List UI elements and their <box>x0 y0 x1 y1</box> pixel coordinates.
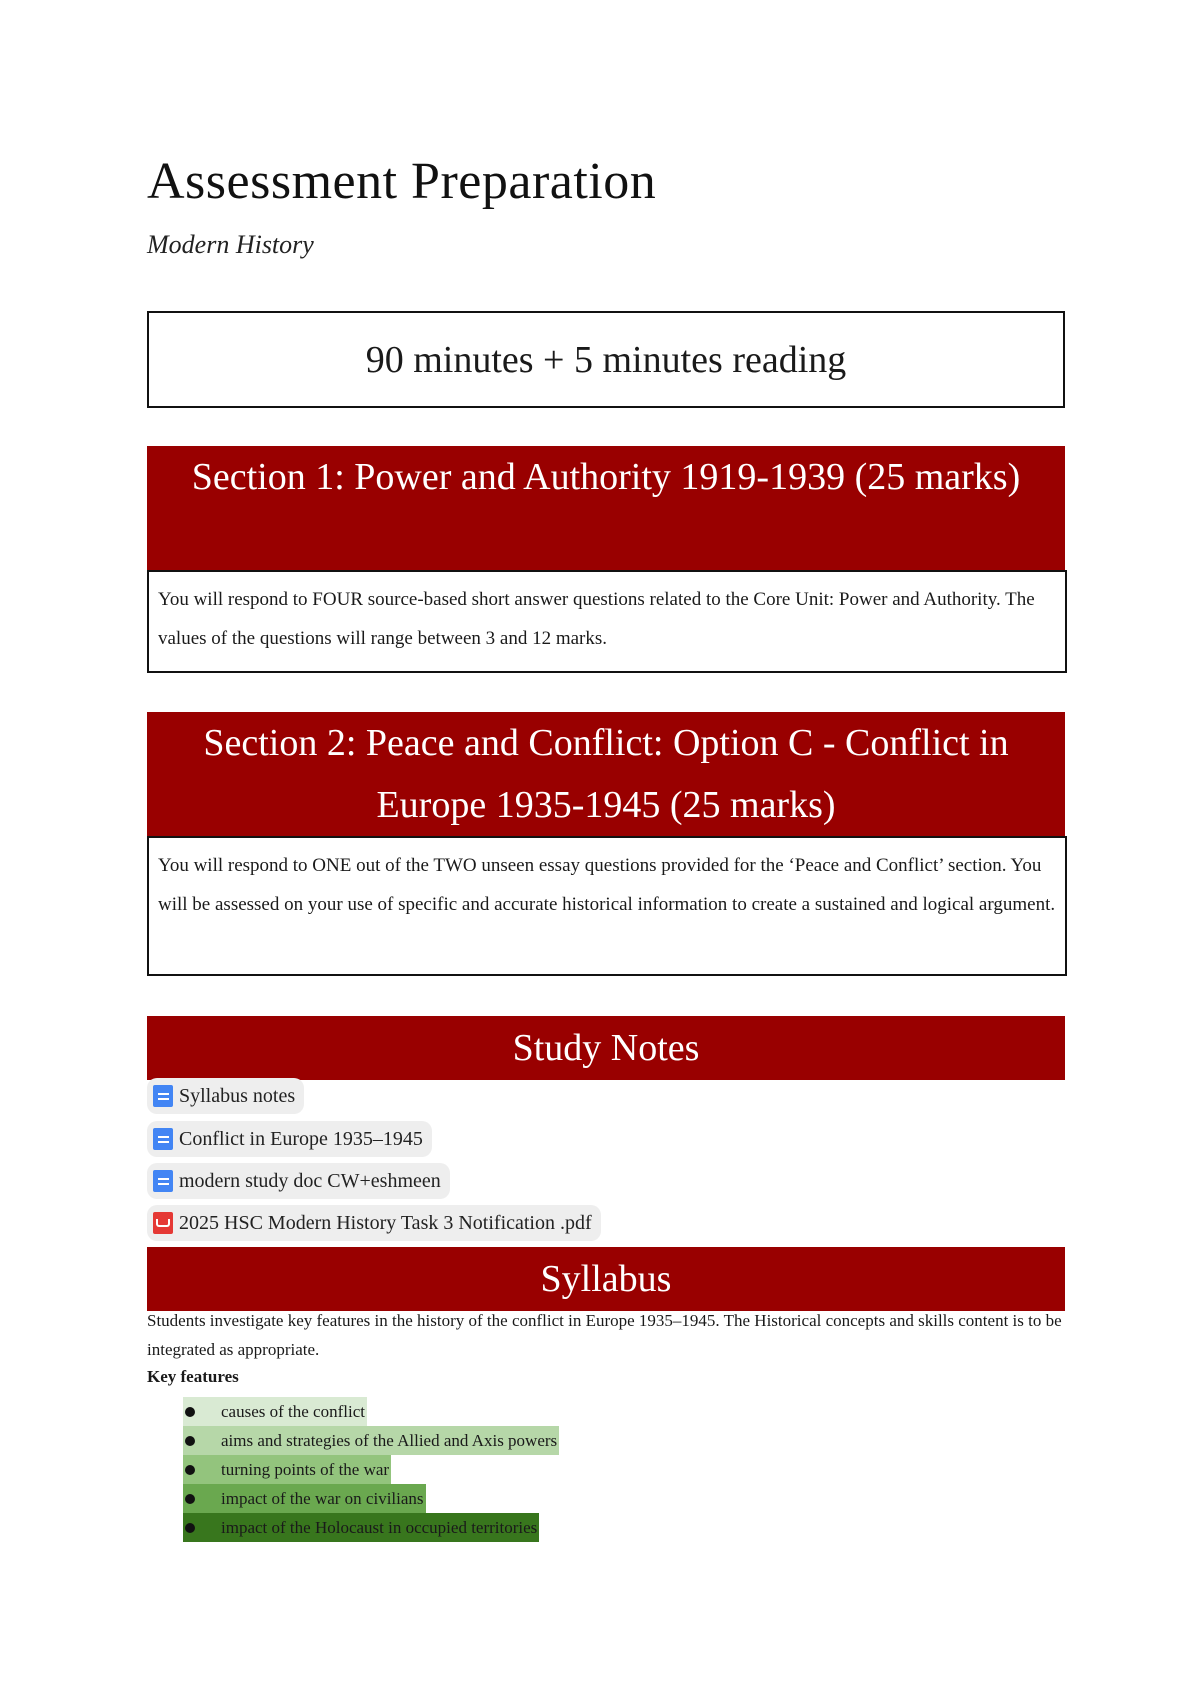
time-allowance-text: 90 minutes + 5 minutes reading <box>365 338 847 381</box>
study-notes-heading-text: Study Notes <box>512 1027 700 1069</box>
key-feature-item <box>183 1397 559 1426</box>
key-feature-item <box>183 1484 559 1513</box>
key-feature-text: aims and strategies of the Allied and Axis powers <box>221 1431 558 1450</box>
page-subtitle: Modern History <box>147 230 314 259</box>
section-2-body-text: You will respond to ONE out of the TWO unseen essay questions provided for the ‘Peace and Conflict’ section. You will be assessed on your use of specific and accurate historical information to create a sustained and logical argument. <box>158 855 1056 915</box>
key-features-list <box>183 1397 559 1542</box>
link-chip-label: Conflict in Europe 1935–1945 <box>179 1127 423 1150</box>
link-chip-syllabus-notes[interactable] <box>147 1078 304 1114</box>
key-feature-text: impact of the war on civilians <box>221 1489 424 1508</box>
key-feature-text: turning points of the war <box>221 1460 390 1479</box>
link-chip-task-notification-pdf[interactable] <box>147 1205 601 1241</box>
key-feature-item <box>183 1513 559 1542</box>
page-title: Assessment Preparation <box>147 153 657 210</box>
link-chip-label: modern study doc CW+eshmeen <box>179 1169 441 1192</box>
link-chip-modern-study-doc[interactable] <box>147 1163 450 1199</box>
bullet-icon <box>185 1436 195 1446</box>
pdf-icon <box>153 1212 173 1234</box>
section-1-body <box>147 570 1067 673</box>
google-doc-icon <box>153 1085 173 1107</box>
bullet-icon <box>185 1523 195 1533</box>
link-chip-label: 2025 HSC Modern History Task 3 Notification .pdf <box>179 1211 592 1234</box>
section-1-body-text: You will respond to FOUR source-based short answer questions related to the Core Unit: Power and Authority. The values of the questions will range between 3 and 12 marks. <box>158 589 1035 649</box>
section-2-heading <box>147 712 1065 836</box>
google-doc-icon <box>153 1128 173 1150</box>
time-allowance-box <box>147 311 1065 408</box>
syllabus-heading-text: Syllabus <box>540 1258 672 1300</box>
section-2-heading-text: Section 2: Peace and Conflict: Option C - Conflict in Europe 1935-1945 (25 marks) <box>203 722 1009 826</box>
key-feature-text: impact of the Holocaust in occupied territories <box>221 1518 538 1537</box>
section-1-heading <box>147 446 1065 570</box>
key-feature-item <box>183 1426 559 1455</box>
key-features-label: Key features <box>147 1367 239 1386</box>
key-feature-text: causes of the conflict <box>221 1402 365 1421</box>
syllabus-intro: Students investigate key features in the history of the conflict in Europe 1935–1945. The Historical concepts and skills content is to be integrated as appropriate. <box>147 1311 1062 1359</box>
key-feature-item <box>183 1455 559 1484</box>
link-chip-conflict-in-europe[interactable] <box>147 1121 432 1157</box>
section-1-heading-text: Section 1: Power and Authority 1919-1939 (25 marks) <box>191 456 1021 498</box>
section-2-body <box>147 836 1067 976</box>
bullet-icon <box>185 1465 195 1475</box>
syllabus-heading <box>147 1247 1065 1311</box>
google-doc-icon <box>153 1170 173 1192</box>
link-chip-label: Syllabus notes <box>179 1084 296 1107</box>
bullet-icon <box>185 1407 195 1417</box>
bullet-icon <box>185 1494 195 1504</box>
study-notes-heading <box>147 1016 1065 1080</box>
